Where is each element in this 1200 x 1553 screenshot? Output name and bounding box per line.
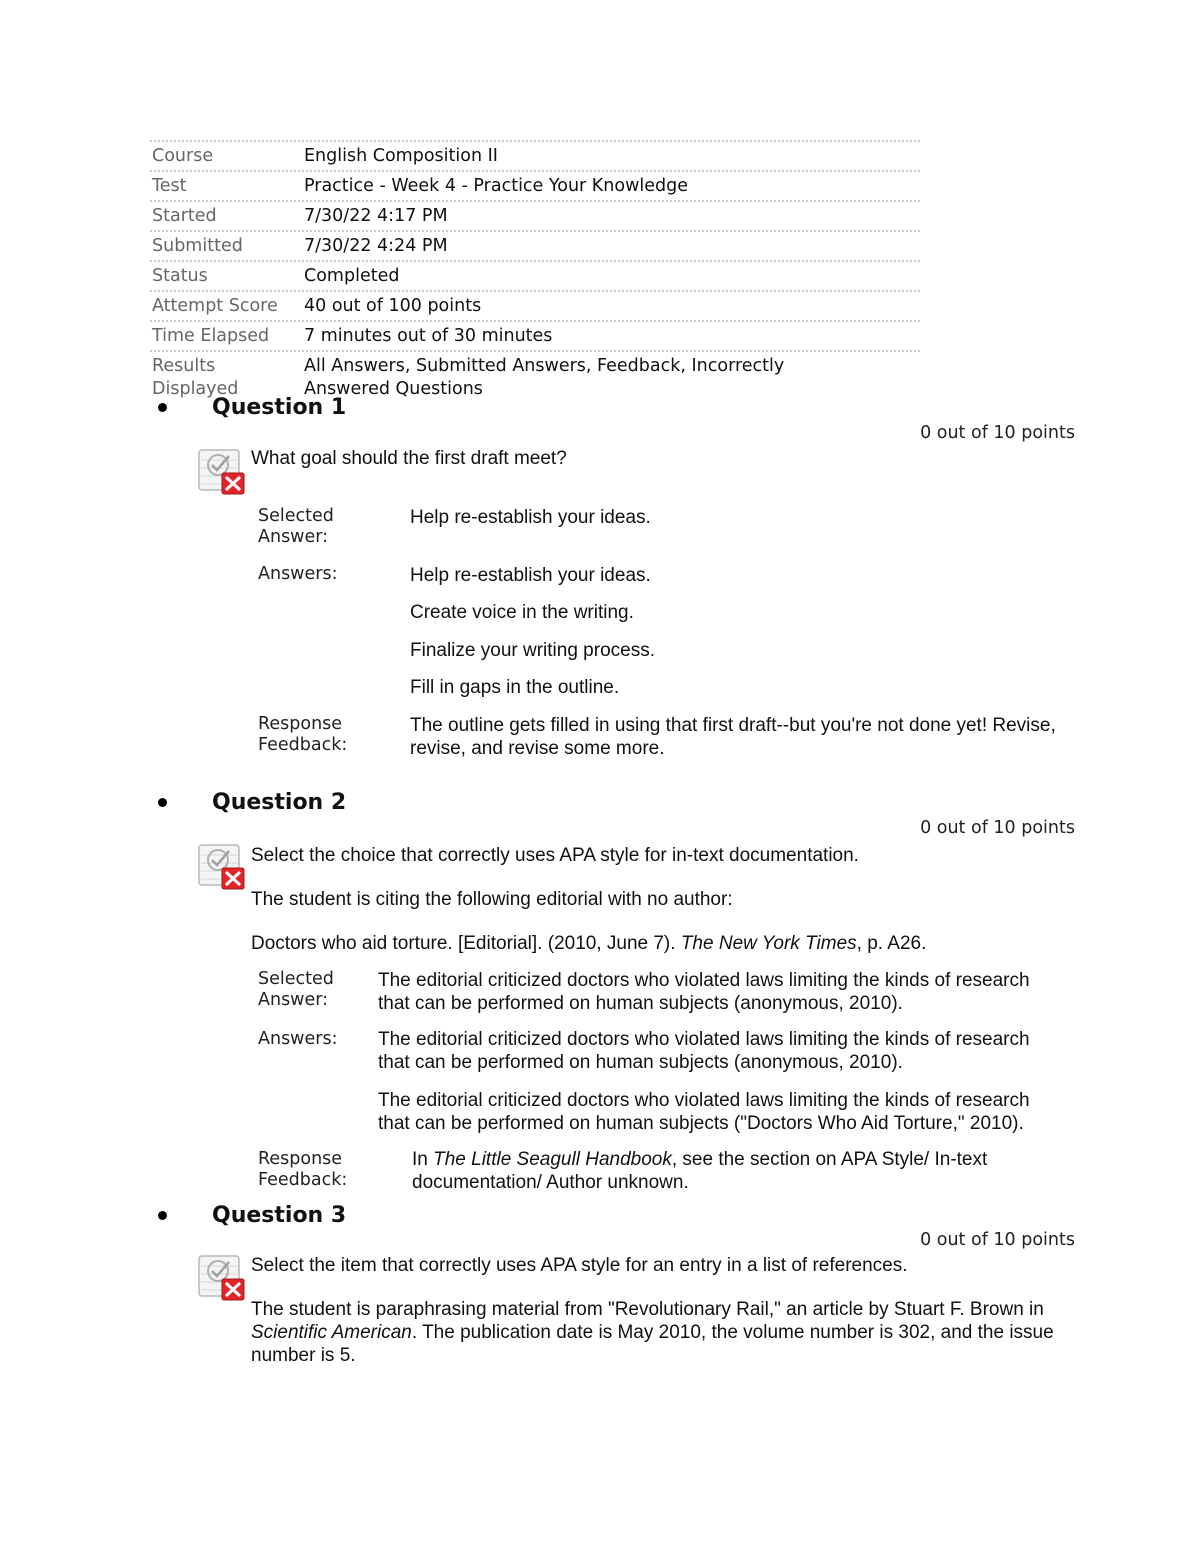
question-context: The student is citing the following editorial with no author: <box>251 889 733 910</box>
attempt-summary-table <box>150 140 920 403</box>
summary-label: Time Elapsed <box>152 326 270 346</box>
summary-value: All Answers, Submitted Answers, Feedback, Incorrectly Answered Questions <box>304 356 785 399</box>
summary-label: Status <box>152 266 208 286</box>
answer-option: The editorial criticized doctors who violated laws limiting the kinds of research that can be performed on human subjects ("Doctors Who Aid Torture," 2010). <box>378 1090 1030 1134</box>
summary-row-submitted <box>150 232 920 262</box>
question-points: 0 out of 10 points <box>920 818 1075 838</box>
question-points: 0 out of 10 points <box>920 423 1075 443</box>
question-prompt: What goal should the first draft meet? <box>251 448 567 469</box>
summary-value: 7 minutes out of 30 minutes <box>304 326 553 346</box>
answer-option: The editorial criticized doctors who violated laws limiting the kinds of research that can be performed on human subjects (anonymous, 2010). <box>378 1029 1030 1073</box>
question-2-header <box>150 790 346 815</box>
citation-text: Doctors who aid torture. [Editorial]. (2010, June 7). The New York Times, p. A26. <box>251 933 927 954</box>
response-feedback: The outline gets filled in using that first draft--but you're not done yet! Revise, revise, and revise some more. <box>410 715 1056 759</box>
answer-option: Create voice in the writing. <box>410 602 634 623</box>
incorrect-answer-icon <box>195 446 247 496</box>
question-prompt-block <box>251 844 1081 976</box>
summary-label: Results Displayed <box>152 356 239 399</box>
answers-label: Answers: <box>258 564 338 584</box>
question-title: Question 1 <box>212 395 347 420</box>
summary-label: Submitted <box>152 236 243 256</box>
summary-row-attempt-score <box>150 292 920 322</box>
question-title: Question 2 <box>212 790 347 815</box>
summary-value: 40 out of 100 points <box>304 296 482 316</box>
summary-value: English Composition II <box>304 146 498 166</box>
summary-row-started <box>150 202 920 232</box>
summary-row-test <box>150 172 920 202</box>
question-3-header <box>150 1203 346 1228</box>
summary-value: Practice - Week 4 - Practice Your Knowledge <box>304 176 689 196</box>
selected-answer-label: Selected Answer: <box>258 969 334 1010</box>
bullet-icon <box>158 1211 167 1220</box>
summary-value: Completed <box>304 266 400 286</box>
question-prompt: Select the item that correctly uses APA style for an entry in a list of references. <box>251 1255 908 1276</box>
response-feedback-label: Response Feedback: <box>258 1149 348 1190</box>
summary-value: 7/30/22 4:17 PM <box>304 206 448 226</box>
summary-value: 7/30/22 4:24 PM <box>304 236 448 256</box>
summary-label: Attempt Score <box>152 296 278 316</box>
answer-option: Finalize your writing process. <box>410 640 655 661</box>
question-prompt: Select the choice that correctly uses APA style for in-text documentation. <box>251 845 859 866</box>
bullet-icon <box>158 798 167 807</box>
summary-label: Started <box>152 206 217 226</box>
summary-label: Course <box>152 146 214 166</box>
question-prompt-block <box>251 1254 1056 1388</box>
question-context: The student is paraphrasing material from "Revolutionary Rail," an article by Stuart F. Brown in Scientific American. The publication date is May 2010, the volume number is 302, and the issue number is 5. <box>251 1299 1054 1366</box>
incorrect-answer-icon <box>195 841 247 891</box>
bullet-icon <box>158 403 167 412</box>
question-title: Question 3 <box>212 1203 347 1228</box>
selected-answer: The editorial criticized doctors who violated laws limiting the kinds of research that can be performed on human subjects (anonymous, 2010). <box>378 970 1030 1014</box>
question-points: 0 out of 10 points <box>920 1230 1075 1250</box>
answers-label: Answers: <box>258 1029 338 1049</box>
summary-label: Test <box>152 176 187 196</box>
selected-answer: Help re-establish your ideas. <box>410 507 651 528</box>
summary-row-time-elapsed <box>150 322 920 352</box>
summary-row-course <box>150 142 920 172</box>
answer-option: Help re-establish your ideas. <box>410 565 651 586</box>
summary-row-status <box>150 262 920 292</box>
question-1-header <box>150 395 346 420</box>
incorrect-answer-icon <box>195 1252 247 1302</box>
response-feedback: In The Little Seagull Handbook, see the section on APA Style/ In-text documentation/ Author unknown. <box>412 1149 988 1193</box>
selected-answer-label: Selected Answer: <box>258 506 334 547</box>
response-feedback-label: Response Feedback: <box>258 714 348 755</box>
answer-option: Fill in gaps in the outline. <box>410 677 620 698</box>
